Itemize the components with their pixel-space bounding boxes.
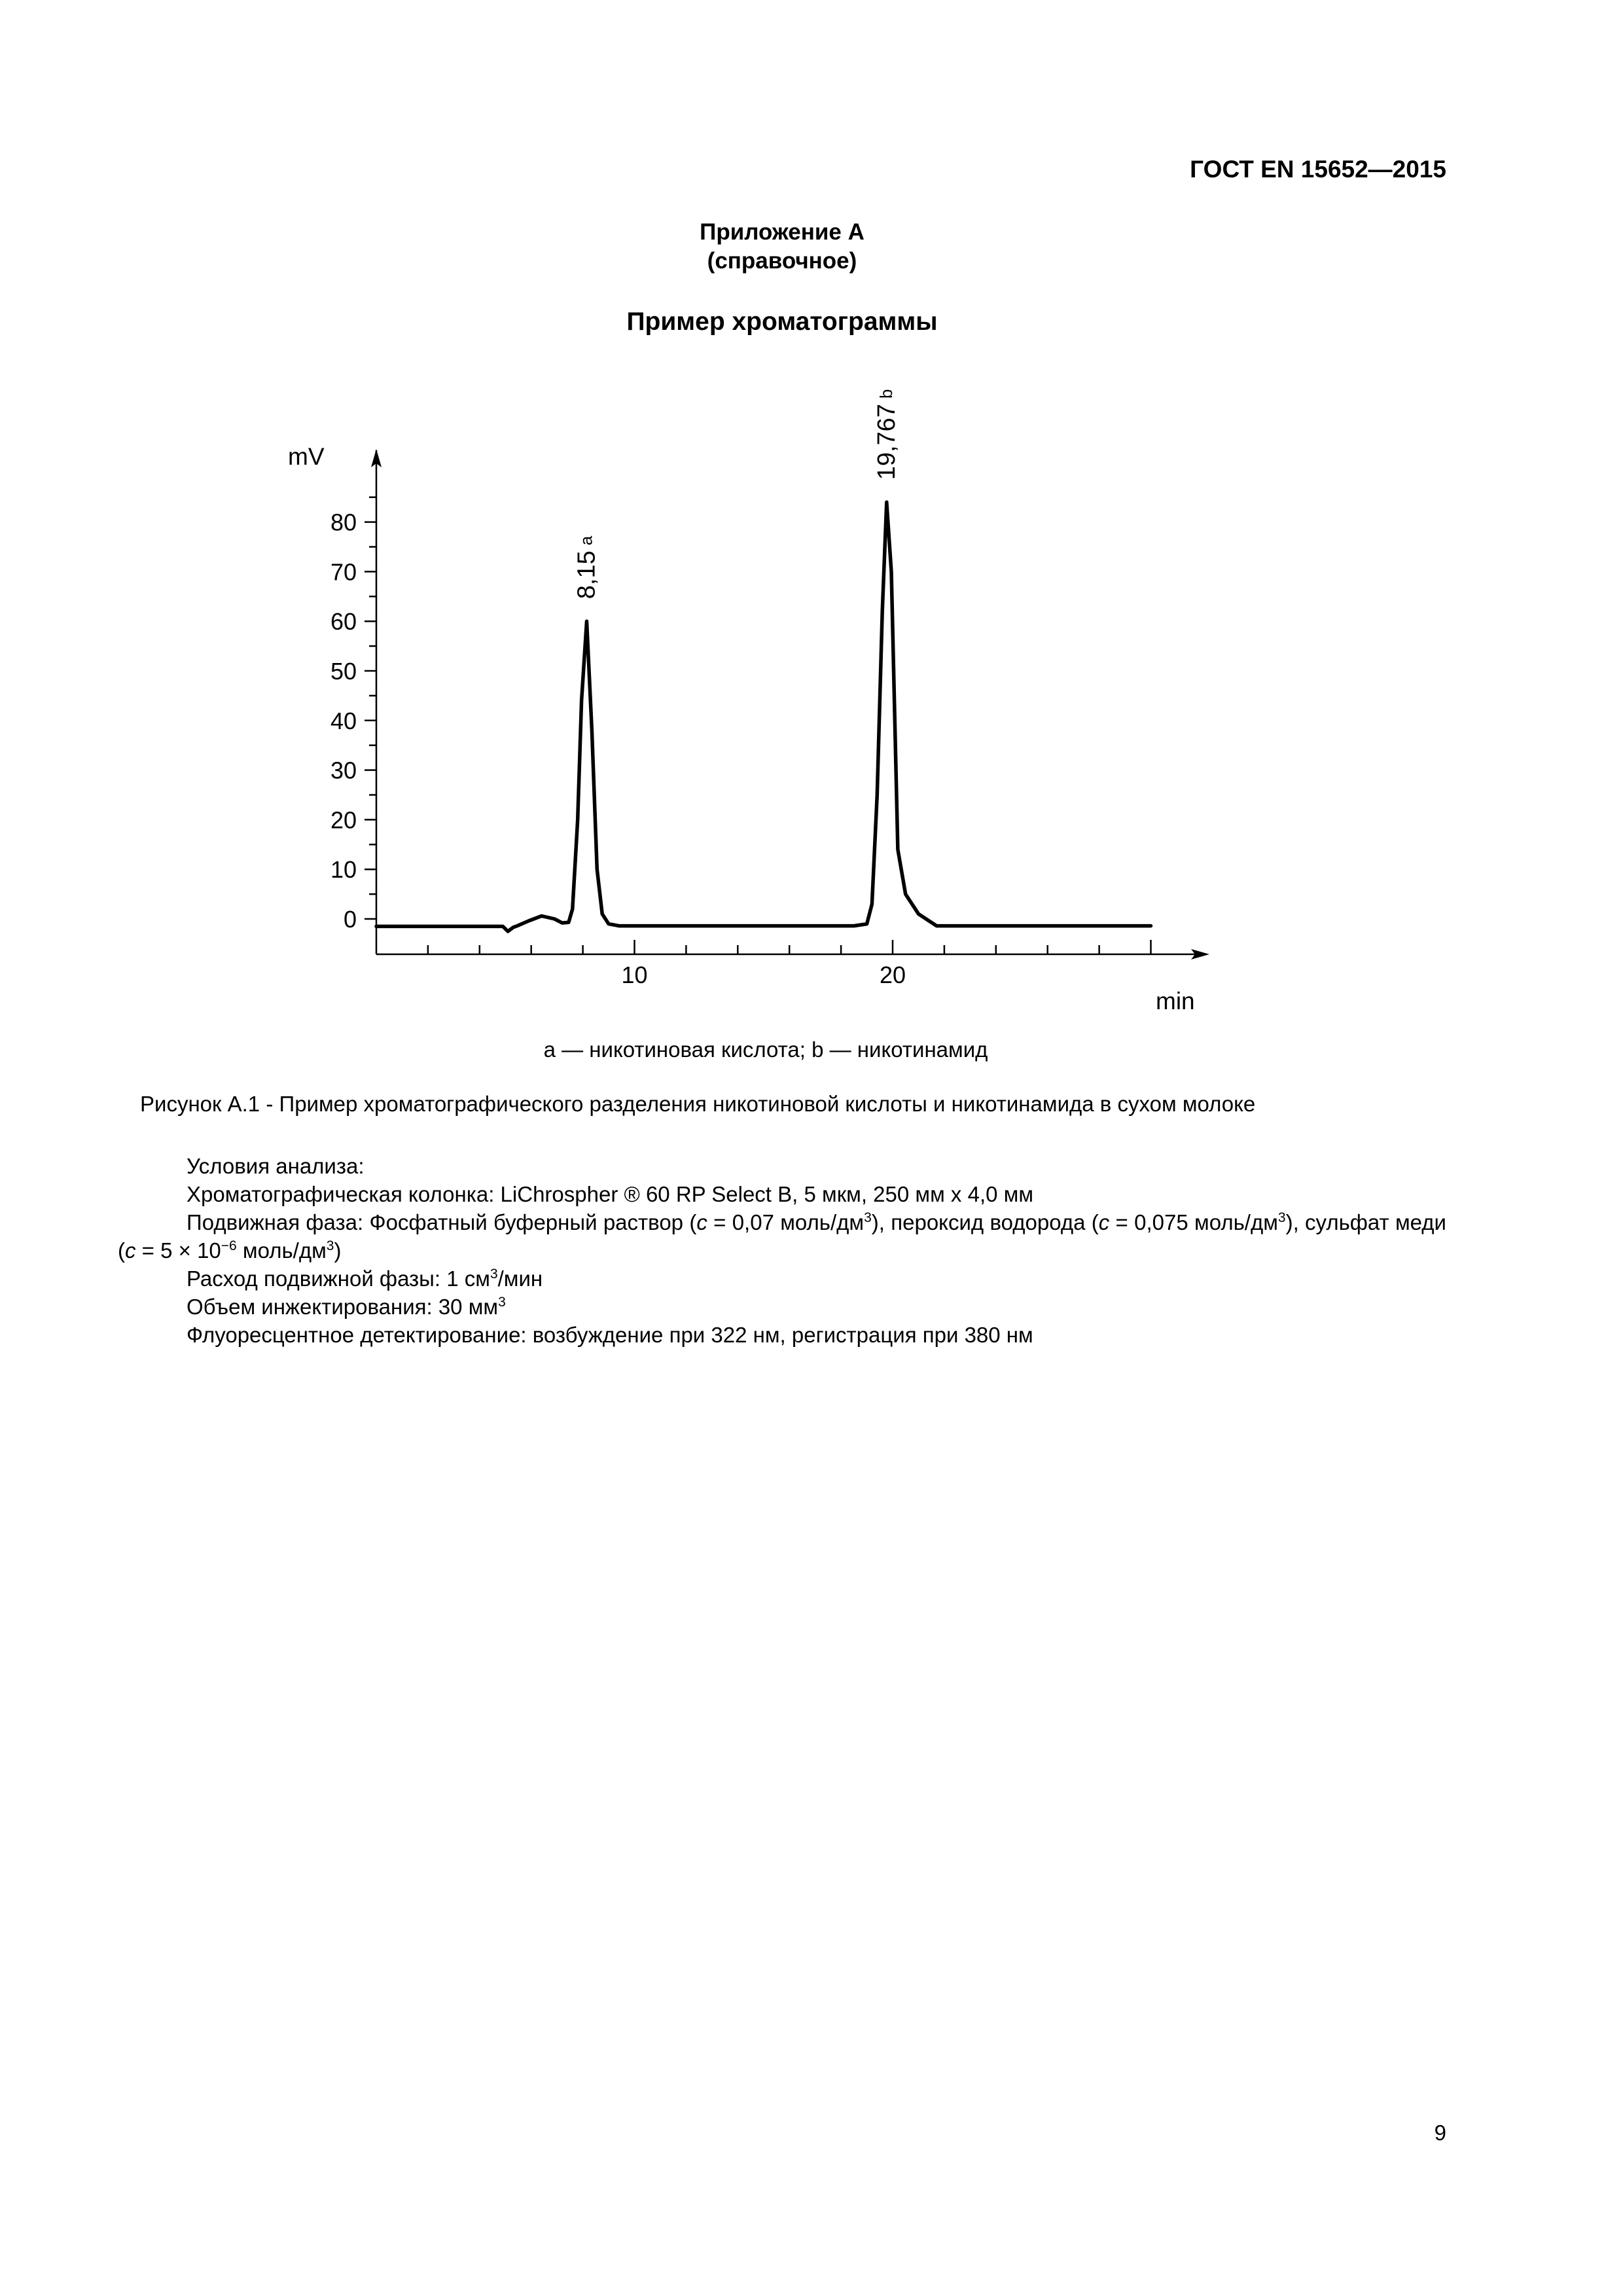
y-axis-label: mV — [288, 443, 325, 470]
y-tick-label: 40 — [330, 707, 357, 734]
chart-ticks — [365, 497, 1151, 954]
x-tick-label: 20 — [879, 961, 906, 988]
figure-legend: a — никотиновая кислота; b — никотинамид — [543, 1037, 988, 1062]
conditions-flow: Расход подвижной фазы: 1 $см^3$/мин — [187, 1266, 543, 1291]
section-heading: Пример хроматограммы — [626, 308, 938, 336]
conditions-detection: Флуоресцентное детектирование: возбуждение при 322 нм, регистрация при 380 нм — [187, 1323, 1033, 1347]
chromatogram-chart — [0, 0, 1623, 1047]
conditions-injection: Объем инжектирования: 30 $мм^3$ — [187, 1295, 506, 1319]
peak-marker: b — [876, 389, 896, 399]
conditions-column: Хроматографическая колонка: LiChrospher ® 60 RP Select B, 5 мкм, 250 мм х 4,0 мм — [187, 1182, 1034, 1206]
figure-caption: Рисунок А.1 - Пример хроматографического разделения никотиновой кислоты и никотинамида в сухом молоке — [140, 1092, 1256, 1116]
page-number: 9 — [1434, 2121, 1446, 2145]
x-axis-label: min — [1156, 988, 1195, 1014]
annex-type: (справочное) — [707, 248, 857, 274]
conditions-title: Условия анализа: — [187, 1154, 365, 1178]
annex-label: Приложение А — [700, 219, 865, 245]
y-tick-label: 50 — [330, 658, 357, 685]
y-tick-label: 60 — [330, 608, 357, 636]
document-code: ГОСТ EN 15652—2015 — [1190, 156, 1446, 183]
chromatogram-trace — [376, 502, 1151, 931]
chart-labels — [288, 389, 1195, 1014]
peak-label — [573, 535, 601, 599]
x-tick-label: 10 — [621, 961, 648, 988]
peak-label — [873, 389, 901, 480]
peak-marker: a — [576, 535, 596, 546]
analysis-conditions — [118, 1152, 1446, 1349]
y-tick-label: 20 — [330, 806, 357, 834]
conditions-mobile-phase: Подвижная фаза: Фосфатный буферный раствор (c = 0,07 моль/$дм^3$), пероксид водорода (c = 0,075 моль/$дм^3$), сульфат меди ($c = 5 \times 10^{-6}$ моль/$дм^3$) — [118, 1210, 1446, 1263]
y-tick-label: 10 — [330, 856, 357, 884]
y-tick-label: 30 — [330, 757, 357, 784]
peak-time: 8,15 — [573, 550, 601, 600]
y-tick-label: 70 — [330, 558, 357, 586]
y-tick-label: 0 — [343, 906, 357, 933]
y-tick-label: 80 — [330, 509, 357, 536]
peak-time: 19,767 — [872, 404, 901, 480]
chart-axes — [376, 450, 1209, 960]
